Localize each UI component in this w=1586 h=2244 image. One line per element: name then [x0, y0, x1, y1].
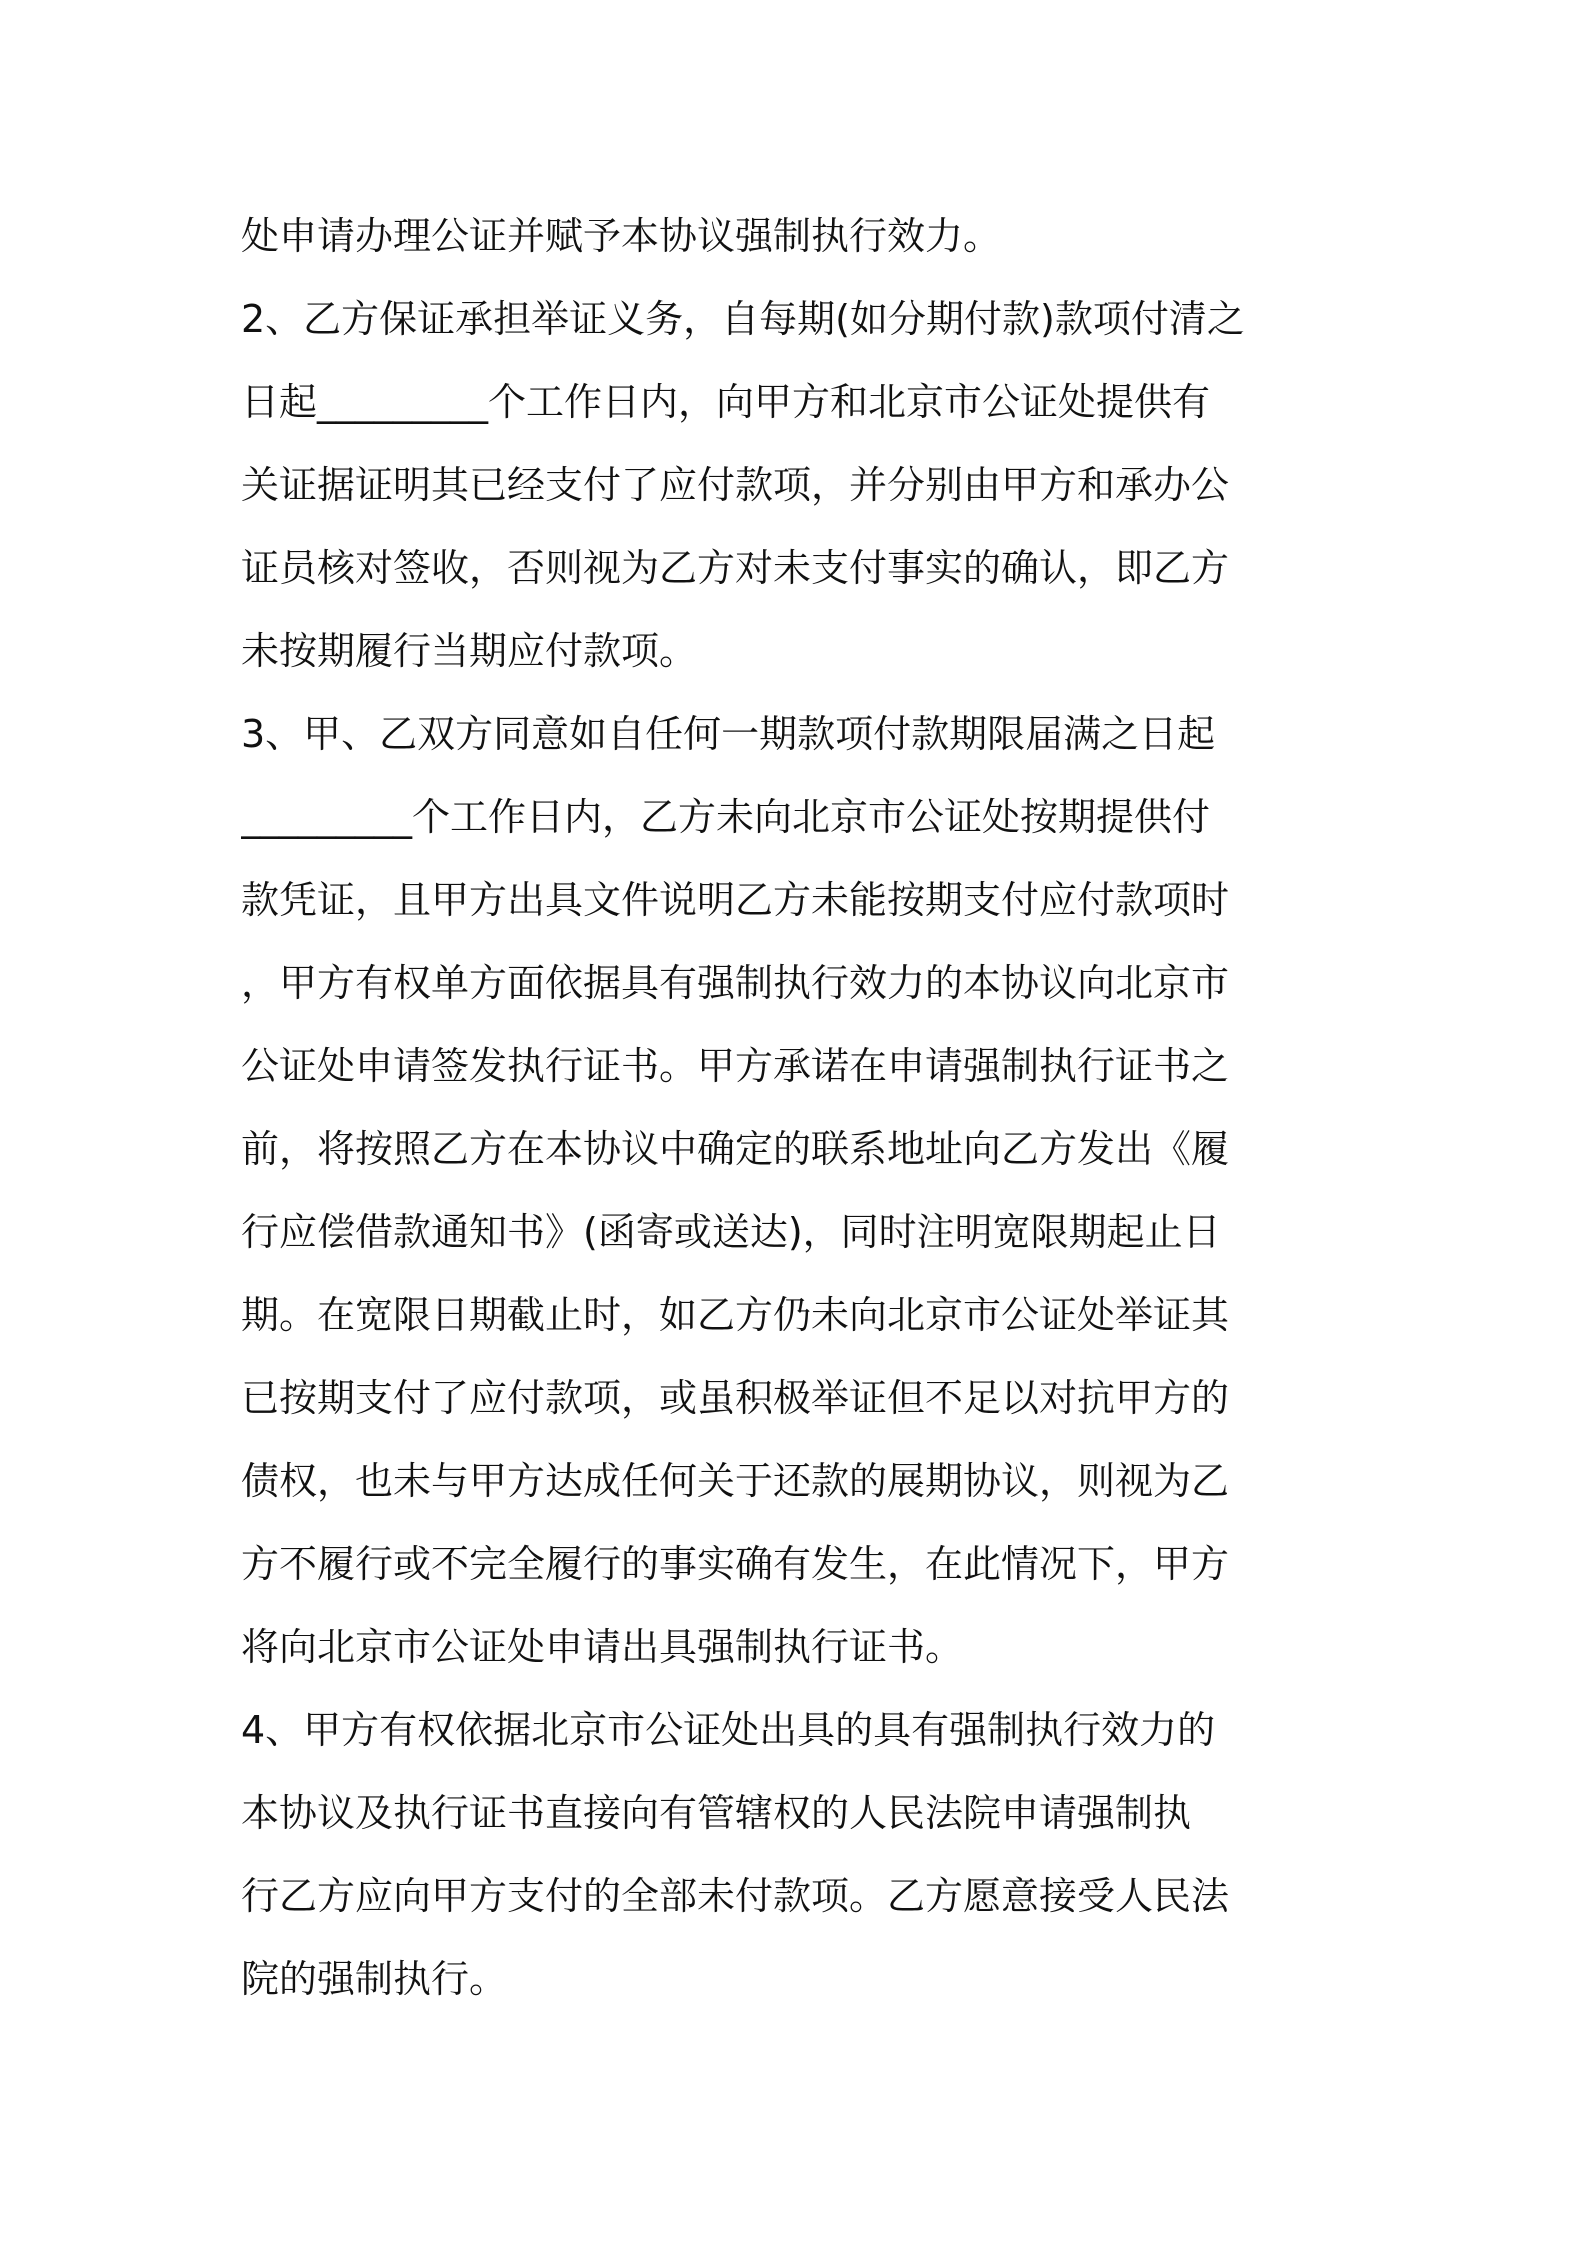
text-line: 证员核对签收，否则视为乙方对未支付事实的确认，即乙方 — [241, 546, 1230, 590]
text-line: 将向北京市公证处申请出具强制执行证书。 — [241, 1625, 964, 1669]
text-line: 行乙方应向甲方支付的全部未付款项。乙方愿意接受人民法 — [241, 1874, 1230, 1918]
text-line: 债权，也未与甲方达成任何关于还款的展期协议，则视为乙 — [241, 1459, 1230, 1503]
clause-3-line: 3、甲、乙双方同意如自任何一期款项付款期限届满之日起 — [241, 712, 1216, 756]
text-line: 日起_________个工作日内，向甲方和北京市公证处提供有 — [241, 380, 1211, 424]
document-body — [241, 195, 1356, 2021]
text-line: 已按期支付了应付款项，或虽积极举证但不足以对抗甲方的 — [241, 1376, 1230, 1420]
text-line: _________个工作日内，乙方未向北京市公证处按期提供付 — [241, 795, 1211, 839]
text-line: 院的强制执行。 — [241, 1957, 508, 2001]
clause-4-line: 4、甲方有权依据北京市公证处出具的具有强制执行效力的 — [241, 1708, 1216, 1752]
text-line: 本协议及执行证书直接向有管辖权的人民法院申请强制执 — [241, 1791, 1192, 1835]
text-line: 关证据证明其已经支付了应付款项，并分别由甲方和承办公 — [241, 463, 1230, 507]
text-line: 前，将按照乙方在本协议中确定的联系地址向乙方发出《履 — [241, 1127, 1230, 1171]
text-line: 方不履行或不完全履行的事实确有发生，在此情况下，甲方 — [241, 1542, 1230, 1586]
text-line: 款凭证，且甲方出具文件说明乙方未能按期支付应付款项时 — [241, 878, 1230, 922]
text-line: 未按期履行当期应付款项。 — [241, 629, 698, 673]
text-line: 公证处申请签发执行证书。甲方承诺在申请强制执行证书之 — [241, 1044, 1230, 1088]
clause-2-line: 2、乙方保证承担举证义务，自每期(如分期付款)款项付清之 — [241, 297, 1245, 341]
text-line: 期。在宽限日期截止时，如乙方仍未向北京市公证处举证其 — [241, 1293, 1230, 1337]
text-line: ，甲方有权单方面依据具有强制执行效力的本协议向北京市 — [241, 961, 1230, 1005]
text-line: 处申请办理公证并赋予本协议强制执行效力。 — [241, 214, 1002, 258]
text-line: 行应偿借款通知书》(函寄或送达)，同时注明宽限期起止日 — [241, 1210, 1221, 1254]
